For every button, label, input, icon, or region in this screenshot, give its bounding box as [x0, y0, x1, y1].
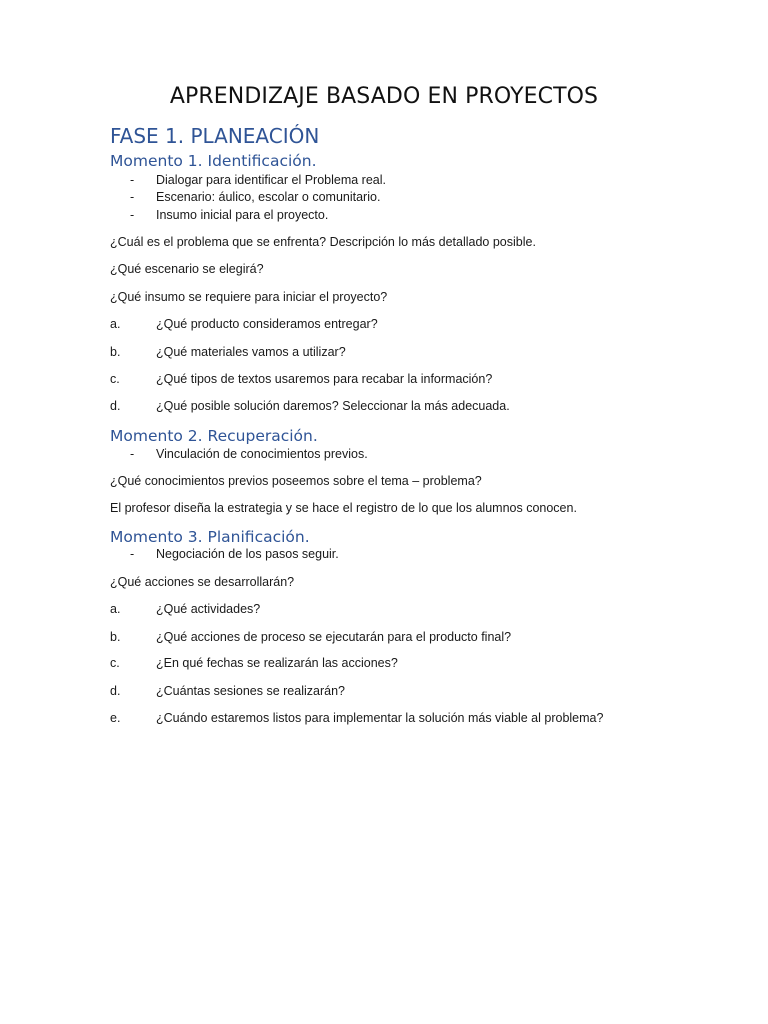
list-text: ¿Cuándo estaremos listos para implementar la solución más viable al problema? [156, 711, 604, 725]
list-text: ¿Qué actividades? [156, 602, 261, 616]
bullet-text: Insumo inicial para el proyecto. [156, 208, 329, 222]
bullet-marker: - [130, 190, 135, 204]
bullet-text: Dialogar para identificar el Problema real. [156, 173, 386, 187]
list-text: ¿En qué fechas se realizarán las acciones? [156, 656, 398, 670]
bullet-item [130, 190, 380, 204]
list-marker: b. [110, 345, 121, 359]
paragraph: ¿Qué insumo se requiere para iniciar el proyecto? [110, 290, 388, 304]
bullet-item [130, 547, 339, 561]
list-item [110, 345, 346, 359]
bullet-marker: - [130, 173, 135, 187]
moment-3-heading: Momento 3. Planificación. [110, 528, 310, 546]
list-text: ¿Qué posible solución daremos? Seleccionar la más adecuada. [156, 399, 510, 413]
phase-heading: FASE 1. PLANEACIÓN [110, 124, 320, 148]
bullet-marker: - [130, 208, 135, 222]
list-text: ¿Qué producto consideramos entregar? [156, 317, 378, 331]
list-text: ¿Qué acciones de proceso se ejecutarán para el producto final? [156, 630, 512, 644]
list-text: ¿Cuántas sesiones se realizarán? [156, 684, 345, 698]
list-marker: d. [110, 684, 121, 698]
document-title: APRENDIZAJE BASADO EN PROYECTOS [169, 84, 599, 109]
list-marker: e. [110, 711, 121, 725]
list-item [110, 711, 603, 725]
list-item [110, 602, 260, 616]
list-marker: d. [110, 399, 121, 413]
paragraph: ¿Qué escenario se elegirá? [110, 262, 264, 276]
list-item [110, 630, 511, 644]
list-marker: b. [110, 630, 121, 644]
bullet-text: Vinculación de conocimientos previos. [156, 447, 368, 461]
list-text: ¿Qué tipos de textos usaremos para recabar la información? [156, 372, 493, 386]
list-item [110, 399, 510, 413]
list-marker: a. [110, 602, 121, 616]
bullet-item [130, 447, 368, 461]
paragraph: ¿Qué acciones se desarrollarán? [110, 575, 295, 589]
bullet-item [130, 208, 328, 222]
list-item [110, 317, 378, 331]
bullet-item [130, 173, 386, 187]
list-marker: a. [110, 317, 121, 331]
paragraph: ¿Qué conocimientos previos poseemos sobre el tema – problema? [110, 474, 482, 488]
moment-1-heading: Momento 1. Identificación. [110, 152, 317, 170]
list-item [110, 656, 398, 670]
paragraph: ¿Cuál es el problema que se enfrenta? Descripción lo más detallado posible. [110, 235, 536, 249]
bullet-marker: - [130, 547, 135, 561]
list-item [110, 684, 345, 698]
bullet-marker: - [130, 447, 135, 461]
list-item [110, 372, 492, 386]
paragraph: El profesor diseña la estrategia y se hace el registro de lo que los alumnos conocen. [110, 501, 577, 515]
moment-2-heading: Momento 2. Recuperación. [110, 427, 318, 445]
list-text: ¿Qué materiales vamos a utilizar? [156, 345, 346, 359]
list-marker: c. [110, 372, 120, 386]
bullet-text: Negociación de los pasos seguir. [156, 547, 339, 561]
list-marker: c. [110, 656, 120, 670]
bullet-text: Escenario: áulico, escolar o comunitario. [156, 190, 381, 204]
